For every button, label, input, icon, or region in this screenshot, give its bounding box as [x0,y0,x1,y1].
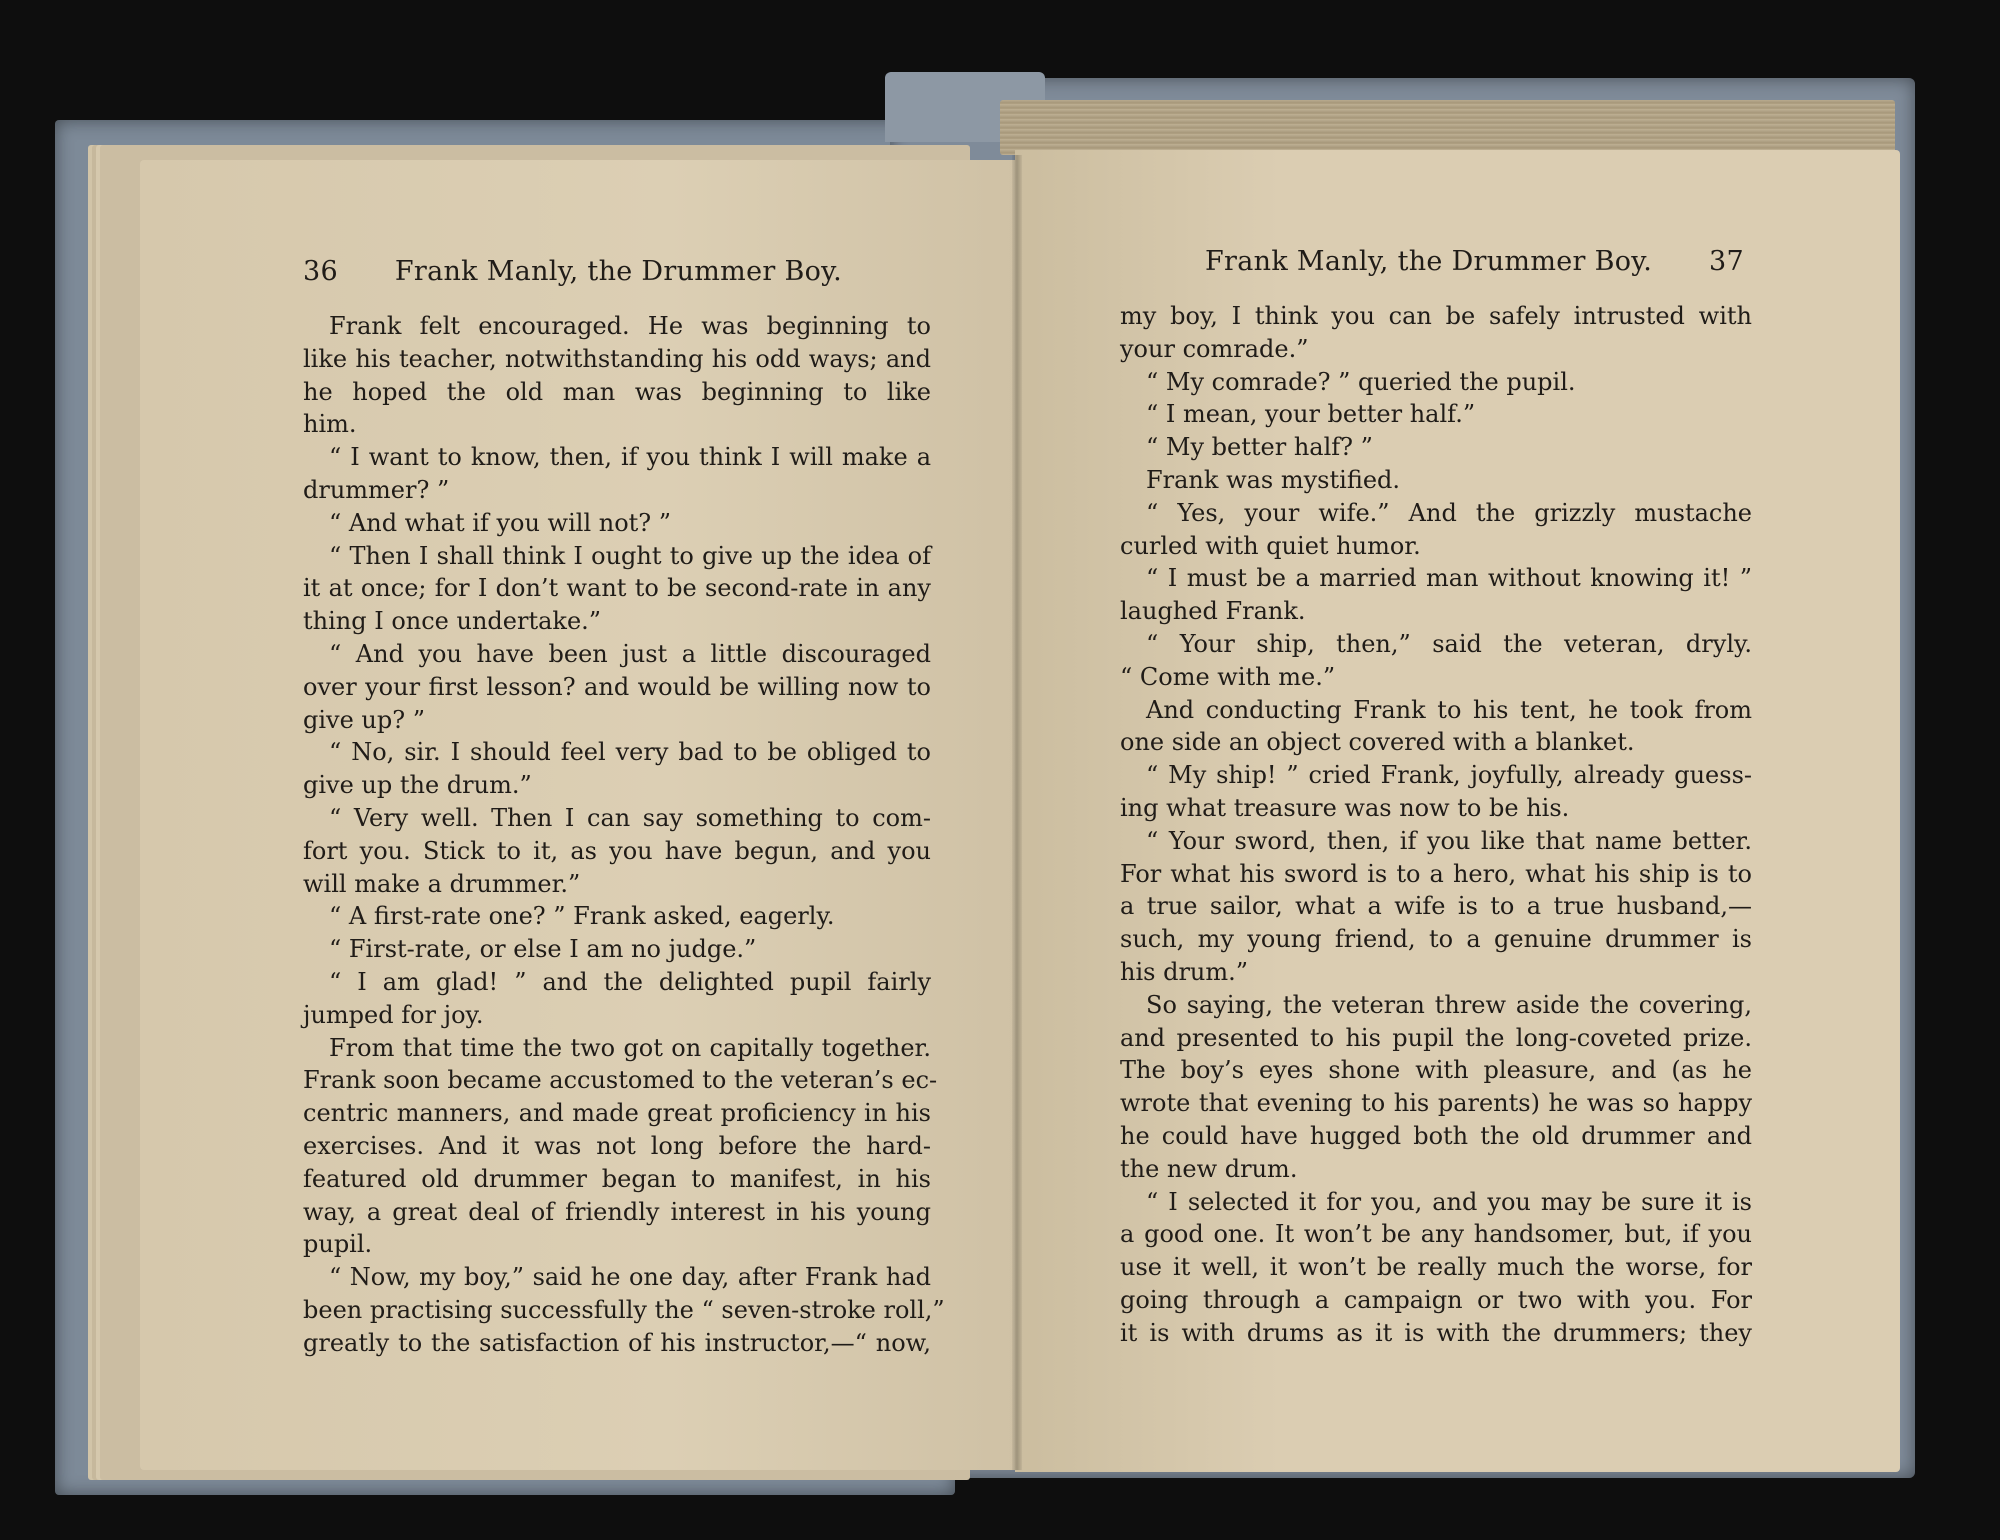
text-line: going through a campaign or two with you. For [1120,1285,1752,1314]
right-page-text [1120,300,1752,1350]
text-line: “ Your sword, then, if you like that name better. [1146,826,1752,855]
text-line: and presented to his pupil the long-coveted prize. [1120,1023,1752,1052]
right-page [1015,150,1900,1472]
text-line: use it well, it won’t be really much the worse, for [1120,1253,1752,1282]
text-line: jumped for joy. [303,1000,484,1029]
text-line: “ I selected it for you, and you may be sure it is [1146,1187,1752,1216]
text-line: curled with quiet humor. [1120,531,1421,560]
text-line: “ I want to know, then, if you think I will make a [329,443,931,472]
text-line: “ Very well. Then I can say something to com- [329,803,931,832]
text-line: a good one. It won’t be any handsomer, but, if you [1120,1220,1752,1249]
text-line: he hoped the old man was beginning to like [303,377,931,406]
text-line: like his teacher, notwithstanding his odd ways; and [303,344,931,373]
text-line: “ My better half? ” [1146,433,1373,462]
text-line: “ Now, my boy,” said he one day, after Frank had [329,1263,931,1292]
text-line: “ I am glad! ” and the delighted pupil fairly [329,967,931,996]
text-line: drummer? ” [303,475,450,504]
text-line: Frank felt encouraged. He was beginning to [329,312,931,340]
text-line: So saying, the veteran threw aside the covering, [1146,990,1752,1019]
text-line: fort you. Stick to it, as you have begun, and you [303,836,931,865]
text-line: “ Then I shall think I ought to give up the idea of [329,541,931,570]
left-page-text [303,310,945,1360]
text-line: pupil. [303,1230,373,1259]
text-line: wrote that evening to his parents) he was so happy [1120,1089,1752,1118]
text-line: such, my young friend, to a genuine drummer is [1120,925,1752,954]
text-line: And conducting Frank to his tent, he took from [1146,695,1752,724]
text-line: “ Your ship, then,” said the veteran, dryly. [1146,629,1752,658]
text-line: a true sailor, what a wife is to a true husband,— [1120,892,1752,921]
text-line: give up the drum.” [303,771,532,800]
text-line: him. [303,410,357,439]
text-line: featured old drummer began to manifest, in his [303,1164,931,1193]
text-line: thing I once undertake.” [303,607,602,636]
right-running-head [1205,246,1744,277]
text-line: over your first lesson? and would be willing now to [303,672,931,701]
text-line: his drum.” [1120,957,1249,986]
text-line: “ My ship! ” cried Frank, joyfully, already guess- [1146,761,1752,790]
text-line: “ I mean, your better half.” [1146,400,1476,429]
text-line: “ No, sir. I should feel very bad to be obliged to [329,738,931,767]
text-line: your comrade.” [1120,334,1309,363]
text-line: “ Yes, your wife.” And the grizzly mustache [1146,498,1752,527]
text-line: Frank soon became accustomed to the veteran’s ec- [303,1066,938,1095]
text-line: “ I must be a married man without knowing it! ” [1146,564,1752,593]
text-line: “ A first-rate one? ” Frank asked, eagerly. [329,902,835,931]
text-line: way, a great deal of friendly interest in his young [303,1197,931,1226]
text-line: Frank was mystified. [1146,465,1401,494]
right-running-title: Frank Manly, the Drummer Boy. [1205,246,1653,277]
page-edges-top [1000,100,1895,155]
left-running-title: Frank Manly, the Drummer Boy. [394,256,842,287]
text-line: centric manners, and made great proficiency in his [303,1099,931,1128]
book-gutter [1012,155,1022,1470]
text-line: it is with drums as it is with the drummers; they [1120,1318,1752,1347]
text-line: “ Come with me.” [1120,662,1336,691]
text-line: will make a drummer.” [303,869,581,898]
text-line: “ And you have been just a little discouraged [329,639,931,668]
text-line: ing what treasure was now to be his. [1120,793,1570,822]
text-line: it at once; for I don’t want to be second-rate in any [303,574,931,603]
text-line: greatly to the satisfaction of his instructor,—“ now, [303,1328,931,1357]
text-line: exercises. And it was not long before the hard- [303,1131,931,1160]
text-line: “ And what if you will not? ” [329,508,672,537]
text-line: From that time the two got on capitally together. [329,1033,931,1062]
text-line: one side an object covered with a blanket. [1120,728,1635,757]
text-line: give up? ” [303,705,426,734]
text-line: been practising successfully the “ seven-stroke roll,” [303,1295,945,1324]
text-line: For what his sword is to a hero, what his ship is to [1120,859,1752,888]
left-page [140,160,1020,1470]
right-page-number: 37 [1709,246,1744,277]
text-line: The boy’s eyes shone with pleasure, and (as he [1120,1056,1752,1085]
left-running-head [303,256,842,287]
text-line: he could have hugged both the old drummer and [1120,1121,1752,1150]
text-line: laughed Frank. [1120,597,1306,626]
text-line: “ First-rate, or else I am no judge.” [329,935,757,964]
text-line: “ My comrade? ” queried the pupil. [1146,367,1576,396]
text-line: the new drum. [1120,1154,1298,1183]
left-page-number: 36 [303,256,338,287]
text-line: my boy, I think you can be safely intrusted with [1120,302,1752,330]
